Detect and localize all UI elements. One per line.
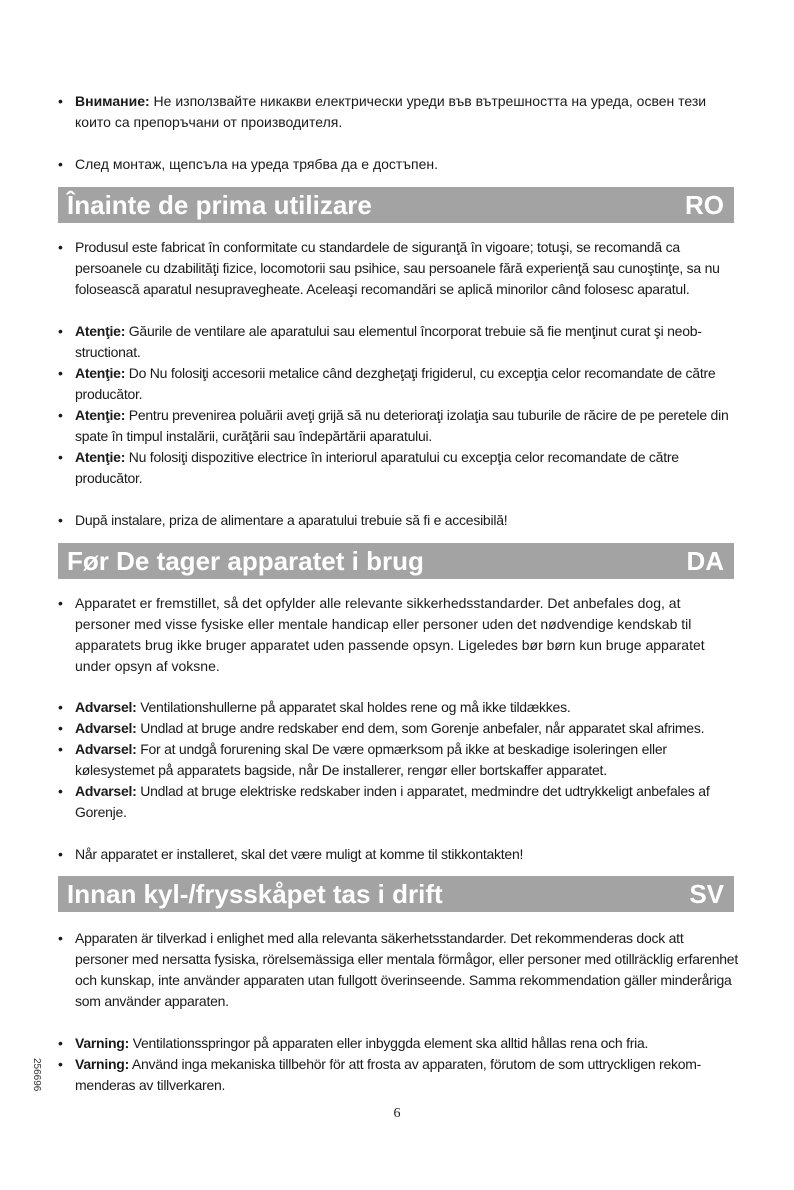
list-item [58,718,738,739]
section-title: Før De tager apparatet i brug [67,546,424,576]
language-code: RO [685,190,724,220]
warning-text: Använd inga mekaniska tillbehör för att frosta av apparaten, förutom de som uttryckligen rekom-menderas av tillverkaren. [75,1056,702,1093]
install-note: După instalare, priza de alimentare a aparatului trebuie să fi e accesibilă! [75,512,508,528]
warning-label: Varning: [75,1035,130,1051]
warning-text: Undlad at bruge elektriske redskaber inden i apparatet, medmindre det udtrykkeligt anbefales af Gorenje. [75,783,710,820]
install-note: Når apparatet er installeret, skal det være muligt at komme til stikkontakten! [75,846,524,862]
install-note: След монтаж, щепсъла на уреда трябва да е достъпен. [75,156,439,172]
warning-text: Ventilationsspringor på apparaten eller inbyggda element ska alltid hållas rena och fria. [129,1035,649,1051]
list-item [58,1054,738,1096]
section-header-sv [58,876,734,912]
warning-text: Găurile de ventilare ale aparatului sau elementul încorporat trebuie să fie menţinut curat şi neob-structionat. [75,323,702,360]
warning-label: Advarsel: [75,741,137,757]
intro-text: Apparatet er fremstillet, så det opfylder alle relevante sikkerhedsstandarder. Det anbefales dog, at personer med visse fysiske eller mentale handicap eller personer uden det nødvendige kendskab til apparatets brug ikke bruger apparatet uden passende opsyn. Ligeledes bør børn kun bruge apparatet under opsyn af voksne. [75,595,705,674]
list-item [58,593,738,677]
warning-label: Atenţie: [75,449,126,465]
warning-text: Do Nu folosiţi accesorii metalice când dezgheţaţi frigiderul, cu excepţia celor recomandate de către producător. [75,365,716,402]
list-item [58,405,738,447]
bg-section [58,91,738,175]
list-item [58,510,738,531]
sv-section [58,928,738,1096]
list-item [58,237,738,300]
warning-text: Pentru prevenirea poluării aveţi grijă să nu deterioraţi izolaţia sau tuburile de răcire de pe peretele din spate în timpul instalării, curăţării sau îndepărtării aparatului. [75,407,729,444]
warning-text: Ventilationshullerne på apparatet skal holdes rene og må ikke tildækkes. [136,699,571,715]
warning-text: Undlad at bruge andre redskaber end dem, som Gorenje anbefaler, når apparatet skal afrimes. [136,720,705,736]
warning-text: Nu folosiţi dispozitive electrice în interiorul aparatului cu excepţia celor recomandate de către producător. [75,449,679,486]
warning-label: Atenţie: [75,323,126,339]
list-item [58,844,738,865]
da-warnings [58,697,738,865]
list-item [58,781,738,823]
list-item [58,1033,738,1054]
section-title: Înainte de prima utilizare [67,190,372,220]
page-number: 6 [393,1106,401,1121]
warning-label: Atenţie: [75,365,126,381]
warning-text: Не използвайте никакви електрически уреди във вътрешността на уреда, освен тези които са препоръчани от производителя. [75,93,707,130]
warning-text: For at undgå forurening skal De være opmærksom på ikke at beskadige isoleringen eller kølesystemet på apparatets bagside, når De installerer, rengør eller bortskaffer apparatet. [75,741,667,778]
document-code: 256696 [31,1058,42,1092]
list-item [58,697,738,718]
warning-label: Atenţie: [75,407,126,423]
list-item [58,321,738,363]
warning-label: Advarsel: [75,699,137,715]
section-title: Innan kyl-/frysskåpet tas i drift [67,879,443,909]
section-header-ro [58,187,734,223]
list-item [58,447,738,489]
warning-label: Advarsel: [75,720,137,736]
language-code: SV [689,879,724,909]
list-item [58,928,738,1012]
list-item [58,91,738,133]
language-code: DA [686,546,724,576]
da-section [58,593,738,677]
section-header-da [58,543,734,579]
warning-label: Advarsel: [75,783,137,799]
list-item [58,739,738,781]
warning-label: Varning: [75,1056,130,1072]
warning-label: Внимание: [75,93,150,109]
intro-text: Apparaten är tilverkad i enlighet med alla relevanta säkerhetsstandarder. Det rekommenderas dock att personer med nersatta fysiska, rörelsemässiga eller mentala förmågor, eller personer med otillräcklig erfarenhet och kunskap, inte använder apparaten utan fullgott överinseende. Samma rekommendation gäller minderåriga som använder apparaten. [75,930,738,1009]
intro-text: Produsul este fabricat în conformitate cu standardele de siguranţă în vigoare; totuşi, se recomandă ca persoanele cu dzabilităţi fizice, locomotorii sau psihice, sau persoanele fără experienţă sau cunoştinţe, sa nu folosească aparatul nesupravegheate. Aceleaşi recomandări se aplică minorilor când folosesc aparatul. [75,239,720,297]
ro-section [58,237,738,531]
list-item [58,154,738,175]
list-item [58,363,738,405]
